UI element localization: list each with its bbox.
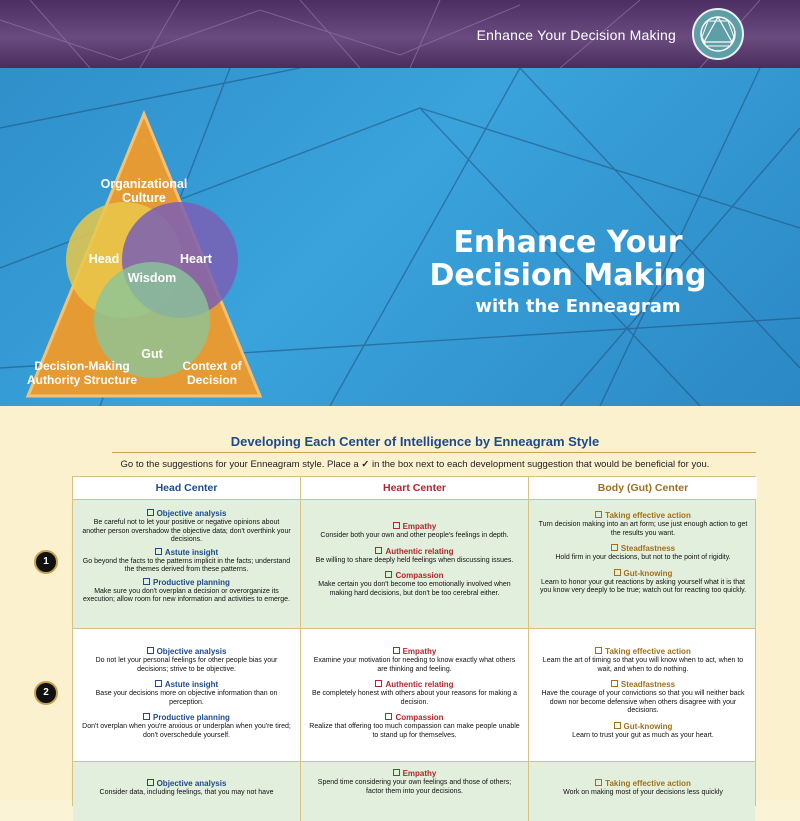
checkbox[interactable]	[147, 509, 154, 516]
style-number-2: 2	[34, 681, 58, 705]
checkbox[interactable]	[375, 547, 382, 554]
head-cell	[73, 500, 301, 628]
heart-cell	[301, 500, 529, 628]
suggestion-item	[309, 647, 520, 674]
enneagram-logo-icon	[690, 6, 746, 62]
gut-label: Gut	[141, 347, 163, 361]
suggestion-text: Have the courage of your convictions so that you will neither back down nor become defensive when others disagree with your decisions.	[541, 690, 745, 714]
suggestion-text: Go beyond the facts to the patterns implicit in the facts; understand the themes derived from these patterns.	[82, 557, 291, 573]
development-table	[72, 476, 756, 806]
head-center-header: Head Center	[73, 477, 301, 499]
hero-subtitle: with the Enneagram	[475, 296, 681, 317]
hero-title	[428, 226, 708, 292]
suggestion-item	[81, 548, 292, 575]
suggestion-text: Hold firm in your decisions, but not to the point of rigidity.	[555, 554, 731, 561]
checkbox[interactable]	[614, 569, 621, 576]
table-row	[73, 761, 755, 821]
suggestion-title: Taking effective action	[605, 647, 691, 656]
suggestion-text: Learn the art of timing so that you will know when to act, when to wait, and when to do nothing.	[542, 657, 744, 673]
head-cell	[73, 629, 301, 761]
suggestion-item	[309, 680, 520, 707]
checkbox[interactable]	[393, 647, 400, 654]
checkbox[interactable]	[385, 571, 392, 578]
section-divider	[112, 452, 756, 453]
authority-label-1: Decision-Making	[34, 359, 130, 373]
suggestion-text: Make sure you don't overplan a decision or overorganize its execution; allow room for new information and activities to emerge.	[83, 587, 290, 603]
instructions	[0, 459, 800, 470]
suggestion-title: Objective analysis	[156, 509, 227, 518]
suggestion-text: Turn decision making into an art form; use just enough action to get the results you want.	[538, 521, 748, 537]
suggestion-title: Steadfastness	[620, 680, 676, 689]
suggestion-item	[81, 680, 292, 707]
suggestion-item	[81, 578, 292, 605]
instructions-post: in the box next to each development suggestion that would be beneficial for you.	[371, 459, 710, 470]
suggestion-title: Astute insight	[164, 680, 219, 689]
checkbox[interactable]	[614, 722, 621, 729]
suggestion-item	[81, 779, 292, 798]
checkbox[interactable]	[385, 713, 392, 720]
org-culture-label-2: Culture	[122, 191, 166, 205]
context-label-1: Context of	[182, 359, 242, 373]
suggestion-title: Taking effective action	[605, 779, 691, 788]
checkbox[interactable]	[155, 680, 162, 687]
hero-title-line1: Enhance Your	[453, 225, 683, 260]
suggestion-text: Learn to trust your gut as much as your heart.	[572, 731, 714, 739]
checkbox[interactable]	[595, 511, 602, 518]
suggestion-text: Consider both your own and other people's feelings in depth.	[320, 532, 509, 539]
context-label-2: Decision	[186, 373, 238, 387]
suggestion-title: Empathy	[402, 769, 437, 778]
suggestion-text: Be willing to share deeply held feelings when discussing issues.	[315, 556, 514, 564]
checkbox[interactable]	[143, 713, 150, 720]
suggestion-text: Work on making most of your decisions less quickly	[563, 789, 723, 796]
suggestion-item	[81, 647, 292, 674]
checkbox[interactable]	[147, 647, 154, 654]
table-row	[73, 628, 755, 761]
suggestion-item	[309, 571, 520, 598]
instructions-pre: Go to the suggestions for your Enneagram style. Place a	[120, 459, 359, 470]
suggestion-text: Base your decisions more on objective information than on perception.	[95, 690, 278, 706]
suggestion-title: Empathy	[402, 522, 437, 531]
style-number-1: 1	[34, 550, 58, 574]
checkbox[interactable]	[155, 548, 162, 555]
gut-center-header: Body (Gut) Center	[529, 477, 757, 499]
suggestion-item	[81, 713, 292, 740]
suggestion-text: Spend time considering your own feelings and those of others; factor them into your decisions.	[317, 779, 512, 795]
suggestion-item	[537, 647, 749, 674]
suggestion-item	[537, 722, 749, 741]
suggestion-title: Productive planning	[153, 713, 230, 722]
suggestion-text: Make certain you don't become too emotionally involved when making hard decisions, but don't be too cerebral either.	[318, 581, 511, 597]
suggestion-item	[309, 522, 520, 541]
org-culture-label-1: Organizational	[100, 177, 188, 191]
suggestion-title: Steadfastness	[620, 544, 676, 553]
checkbox[interactable]	[595, 779, 602, 786]
suggestion-title: Objective analysis	[156, 779, 227, 788]
suggestion-text: Do not let your personal feelings for other people bias your decisions; strive to be objective.	[95, 657, 278, 673]
suggestion-title: Authentic relating	[385, 680, 454, 689]
banner-pattern	[0, 0, 800, 68]
hero-title-line2: Decision Making	[429, 258, 707, 293]
suggestion-text: Be completely honest with others about your reasons for making a decision.	[311, 690, 518, 706]
suggestion-text: Learn to honor your gut reactions by asking yourself what it is that you know very deeply to be true; watch out for reacting too quickly.	[539, 578, 747, 594]
suggestion-title: Productive planning	[153, 577, 230, 587]
suggestion-item	[537, 569, 749, 596]
suggestion-title: Taking effective action	[605, 511, 691, 520]
suggestion-item	[81, 509, 292, 545]
head-cell	[73, 762, 301, 821]
suggestion-title: Compassion	[395, 571, 444, 580]
wisdom-triangle-diagram	[24, 110, 264, 400]
suggestion-item	[537, 779, 749, 798]
suggestion-item	[537, 511, 749, 538]
suggestion-title: Gut-knowing	[623, 721, 673, 731]
suggestion-text: Don't overplan when you're anxious or underplan when you're tired; don't overschedule yourself.	[82, 723, 291, 739]
suggestion-item	[309, 769, 520, 796]
hero-section	[0, 68, 800, 406]
suggestion-title: Objective analysis	[156, 647, 227, 656]
heart-cell	[301, 629, 529, 761]
suggestion-item	[537, 680, 749, 716]
suggestion-text: Be careful not to let your positive or negative opinions about another person overshadow the objective data; don't overthink your decisions.	[82, 519, 291, 543]
suggestion-title: Authentic relating	[385, 546, 454, 556]
banner-title: Enhance Your Decision Making	[476, 27, 676, 43]
suggestion-text: Realize that offering too much compassion can make people unable to stand up for themselves.	[309, 723, 520, 739]
head-label: Head	[88, 252, 120, 266]
checkbox[interactable]	[143, 578, 150, 585]
wisdom-label: Wisdom	[127, 271, 177, 285]
suggestion-title: Gut-knowing	[623, 568, 673, 578]
gut-cell	[529, 762, 757, 821]
suggestion-item	[309, 547, 520, 566]
gut-cell	[529, 500, 757, 628]
section-title: Developing Each Center of Intelligence by Enneagram Style	[230, 434, 600, 449]
suggestion-text: Consider data, including feelings, that you may not have	[99, 789, 274, 796]
gut-cell	[529, 629, 757, 761]
top-banner	[0, 0, 800, 68]
suggestion-item	[309, 713, 520, 740]
checkbox[interactable]	[595, 647, 602, 654]
table-row	[73, 499, 755, 628]
suggestion-item	[537, 544, 749, 563]
checkbox[interactable]	[393, 522, 400, 529]
heart-center-header: Heart Center	[301, 477, 529, 499]
checkbox[interactable]	[611, 680, 618, 687]
checkbox[interactable]	[611, 544, 618, 551]
suggestion-text: Examine your motivation for needing to know exactly what others are thinking and feeling.	[313, 657, 516, 673]
suggestion-title: Compassion	[395, 713, 444, 722]
checkbox[interactable]	[375, 680, 382, 687]
suggestion-title: Empathy	[402, 647, 437, 656]
suggestion-title: Astute insight	[164, 547, 219, 557]
heart-label: Heart	[180, 252, 212, 266]
authority-label-2: Authority Structure	[26, 373, 138, 387]
checkbox[interactable]	[147, 779, 154, 786]
heart-cell	[301, 762, 529, 821]
checkbox[interactable]	[393, 769, 400, 776]
checkmark-icon: ✓	[361, 459, 370, 470]
